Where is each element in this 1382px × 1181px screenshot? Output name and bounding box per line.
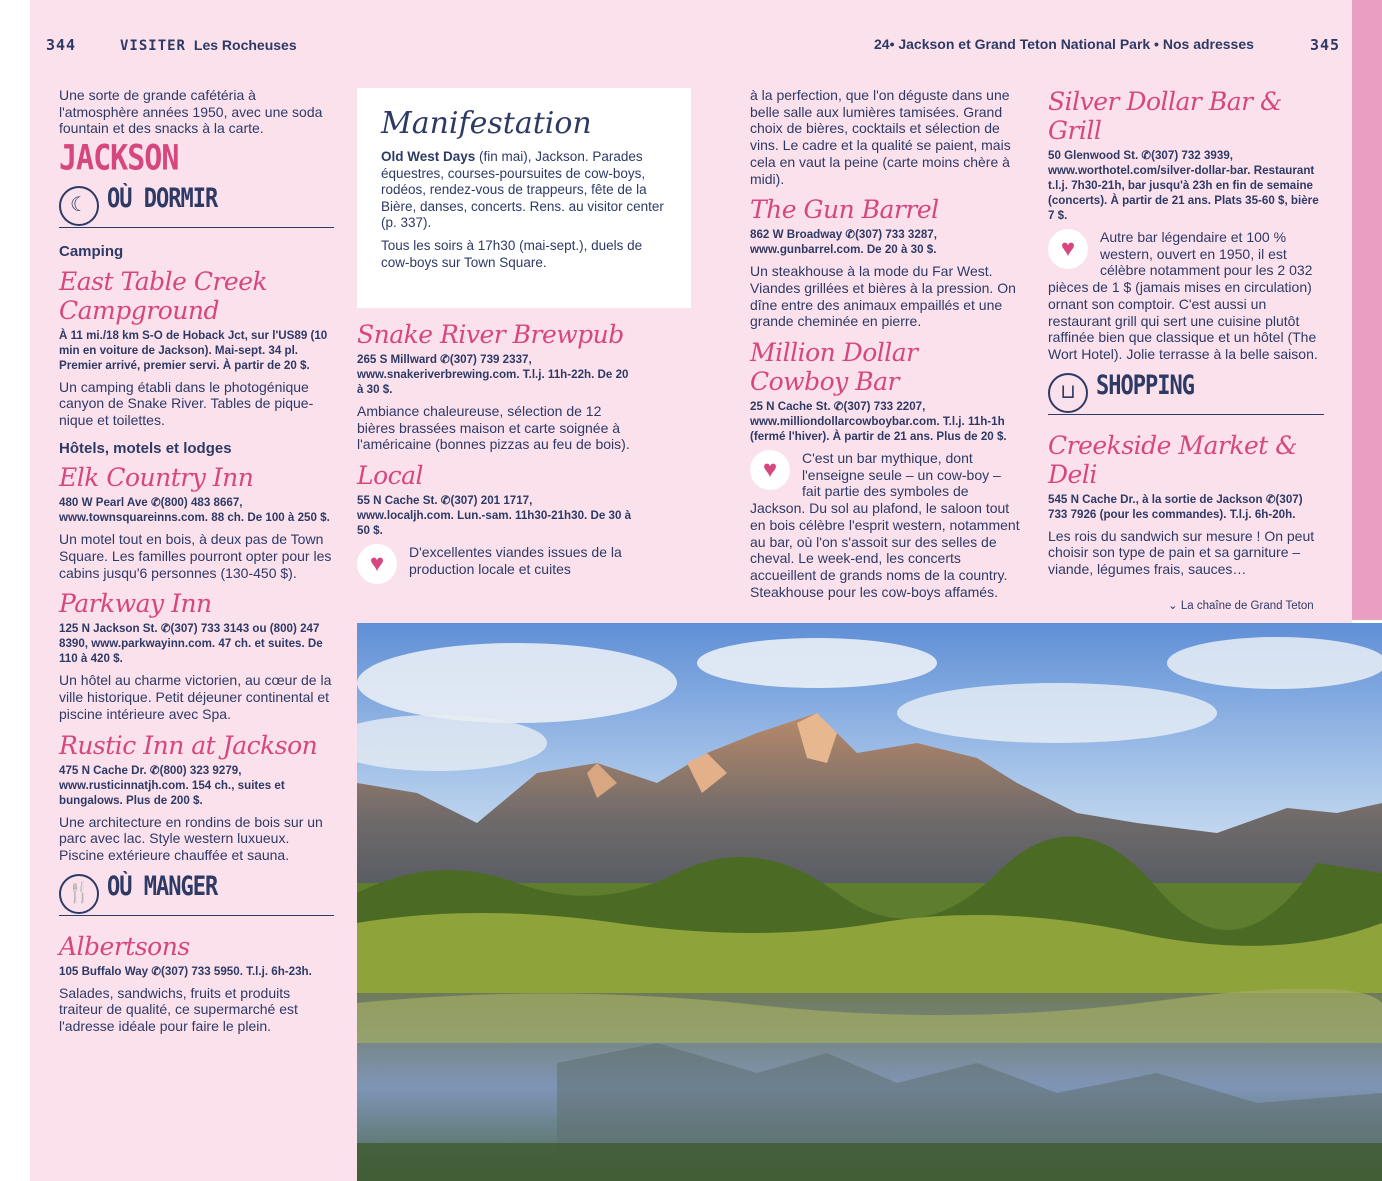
column-3	[750, 87, 1020, 608]
silver-dollar-info: 50 Glenwood St. ✆(307) 732 3939, www.worthotel.com/silver-dollar-bar. Restaurant t.l.j. 7h30-21h, bar jusqu'à 23h en fin de semaine (concerts). À partir de 21 ans. Plats 35-60 $, bière 7 $.	[1048, 149, 1319, 222]
rustic-title: Rustic Inn at Jackson	[59, 730, 318, 760]
event-paragraph-1	[381, 149, 667, 232]
section-shopping-label: SHOPPING	[1096, 370, 1194, 401]
event-details: (fin mai), Jackson. Parades équestres, courses-poursuites de cow-boys, rodéos, rendez-vous de trappeurs, fête de la Bière, danses, concerts. Rens. au visitor center (p. 337).	[381, 149, 664, 231]
albertsons-title: Albertsons	[59, 931, 190, 961]
elk-info: 480 W Pearl Ave ✆(800) 483 8667, www.townsquareinns.com. 88 ch. De 100 à 250 $.	[59, 496, 330, 525]
silver-dollar-desc-block	[1048, 229, 1324, 363]
creekside-title: Creekside Market & Deli	[1048, 430, 1298, 489]
intro-text: Une sorte de grande cafétéria à l'atmosphère années 1950, avec une soda fountain et des snacks à la carte.	[59, 87, 323, 137]
rustic-desc: Une architecture en rondins de bois sur un parc avec lac. Style western luxueux. Piscine extérieure chauffée et sauna.	[59, 813, 323, 863]
local-desc: D'excellentes viandes issues de la production locale et cuites	[409, 544, 622, 577]
cutlery-icon: 🍴	[59, 874, 99, 914]
elk-desc: Un motel tout en bois, à deux pas de Town Square. Les familles pourront opter pour les cabins jusqu'6 personnes (130-450 $).	[59, 531, 332, 581]
city-heading: JACKSON	[59, 138, 179, 179]
rustic-info: 475 N Cache Dr. ✆(800) 323 9279, www.rusticinnatjh.com. 154 ch., suites et bungalows. Plus de 200 $.	[59, 763, 285, 807]
section-eat-label: OÙ MANGER	[107, 871, 218, 902]
event-name: Old West Days	[381, 149, 476, 164]
elk-title: Elk Country Inn	[59, 463, 254, 493]
left-page-number: 344	[46, 36, 77, 54]
event-paragraph-2: Tous les soirs à 17h30 (mai-sept.), duels de cow-boys sur Town Square.	[381, 237, 643, 270]
chevron-down-icon: ⌄	[1168, 600, 1178, 612]
column-1	[59, 87, 334, 1043]
basket-icon: ⊔	[1048, 373, 1088, 413]
event-box-title: Manifestation	[381, 106, 592, 141]
column-2	[357, 320, 632, 586]
east-table-desc: Un camping établi dans le photogénique canyon de Snake River. Tables de pique-nique et toilettes.	[59, 378, 314, 428]
creekside-info: 545 N Cache Dr., à la sortie de Jackson ✆(307) 733 7926 (pour les commandes). T.l.j. 6h-20h.	[1048, 492, 1303, 521]
region-label: Les Rocheuses	[193, 37, 297, 53]
section-eat	[59, 872, 334, 916]
heart-icon: ♥	[750, 450, 790, 490]
section-shopping	[1048, 371, 1324, 415]
hotels-heading: Hôtels, motels et lodges	[59, 439, 232, 457]
parkway-info: 125 N Jackson St. ✆(307) 733 3143 ou (800) 247 8390, www.parkwayinn.com. 47 ch. et suites. De 110 à 420 $.	[59, 622, 323, 666]
creekside-desc: Les rois du sandwich sur mesure ! On peut choisir son type de pain et sa garniture – viande, légumes frais, sauces…	[1048, 527, 1315, 578]
visit-label: VISITER	[119, 38, 186, 54]
heart-icon: ♥	[1048, 229, 1088, 269]
snake-desc: Ambiance chaleureuse, sélection de 12 bières brassées maison et carte soignée à l'américaine (bonnes pizzas au feu de bois).	[357, 403, 630, 453]
local-desc-continued: à la perfection, que l'on déguste dans une belle salle aux lumières tamisées. Grand choix de bières, cocktails et sélection de vins. Le cadre et la qualité se paient, mais cela en vaut la peine (carte moins chère à midi).	[750, 87, 1011, 187]
local-info: 55 N Cache St. ✆(307) 201 1717, www.localjh.com. Lun.-sam. 11h30-21h30. De 30 à 50 $.	[357, 494, 632, 538]
mountain-lake-illustration	[357, 623, 1382, 1181]
parkway-desc: Un hôtel au charme victorien, au cœur de la ville historique. Petit déjeuner continental et piscine intérieure avec Spa.	[59, 672, 332, 722]
gun-barrel-title: The Gun Barrel	[750, 195, 939, 225]
million-dollar-title: Million Dollar Cowboy Bar	[750, 338, 918, 397]
east-table-info: À 11 mi./18 km S-O de Hoback Jct, sur l'US89 (10 min en voiture de Jackson). Mai-sept. 34 pl. Premier arrivé, premier servi. À partir de 20 $.	[59, 328, 328, 372]
moon-icon: ☾	[59, 186, 99, 226]
parkway-title: Parkway Inn	[59, 589, 212, 619]
event-box	[357, 88, 691, 308]
camping-heading: Camping	[59, 242, 124, 260]
snake-info: 265 S Millward ✆(307) 739 2337, www.snakeriverbrewing.com. T.l.j. 11h-22h. De 20 à 30 $.	[357, 353, 629, 396]
column-4	[1048, 87, 1324, 586]
gun-barrel-desc: Un steakhouse à la mode du Far West. Viandes grillées et bières à la pression. On dîne entre des animaux empaillés et une grande cheminée en pierre.	[750, 263, 1016, 330]
chapter-title: 24• Jackson et Grand Teton National Park • Nos adresses	[874, 36, 1254, 52]
million-dollar-desc-block	[750, 450, 1020, 600]
header-right	[874, 36, 1254, 52]
snake-title: Snake River Brewpub	[357, 320, 624, 349]
local-title: Local	[357, 461, 424, 491]
albertsons-desc: Salades, sandwichs, fruits et produits traiteur de qualité, ce supermarché est l'adresse idéale pour faire le plein.	[59, 984, 298, 1035]
header-left	[46, 36, 297, 54]
local-desc-block	[357, 544, 632, 577]
photo-caption-text: La chaîne de Grand Teton	[1180, 600, 1314, 612]
right-page-number: 345	[1310, 36, 1341, 54]
million-dollar-desc: C'est un bar mythique, dont l'enseigne seule – un cow-boy – fait partie des symboles de Jackson. Du sol au plafond, le saloon tout en bois célèbre l'esprit western, notamment au bar, où l'on s'assoit sur des selles de cheval. Le week-end, les concerts accueillent de grands noms de la country. Steakhouse pour les cow-boys affamés.	[750, 450, 1020, 600]
albertsons-info: 105 Buffalo Way ✆(307) 733 5950. T.l.j. 6h-23h.	[59, 964, 312, 978]
gun-barrel-info: 862 W Broadway ✆(307) 733 3287, www.gunbarrel.com. De 20 à 30 $.	[750, 228, 937, 257]
section-sleep-label: OÙ DORMIR	[107, 184, 218, 215]
silver-dollar-title: Silver Dollar Bar & Grill	[1048, 87, 1282, 145]
heart-icon: ♥	[357, 544, 397, 584]
east-table-title: East Table Creek Campground	[59, 266, 268, 325]
silver-dollar-desc: Autre bar légendaire et 100 % western, ouvert en 1950, il est célèbre notamment pour les 2 032 pièces de 1 $ (jamais mises en circulation) ornant son comptoir. C'est aussi un restaurant grill qui sert une cuisine plutôt raffinée bien que classique et un hôtel (The Wort Hotel). Jolie terrasse à la belle saison.	[1048, 229, 1318, 362]
million-dollar-info: 25 N Cache St. ✆(307) 733 2207, www.milliondollarcowboybar.com. T.l.j. 11h-1h (fermé l'hiver). À partir de 21 ans. Plus de 20 $.	[750, 400, 1007, 444]
header-right-number	[1310, 36, 1340, 54]
photo-caption	[1168, 598, 1314, 612]
landscape-photo	[357, 623, 1382, 1181]
page-edge-tab	[1352, 0, 1382, 620]
section-sleep	[59, 184, 334, 228]
